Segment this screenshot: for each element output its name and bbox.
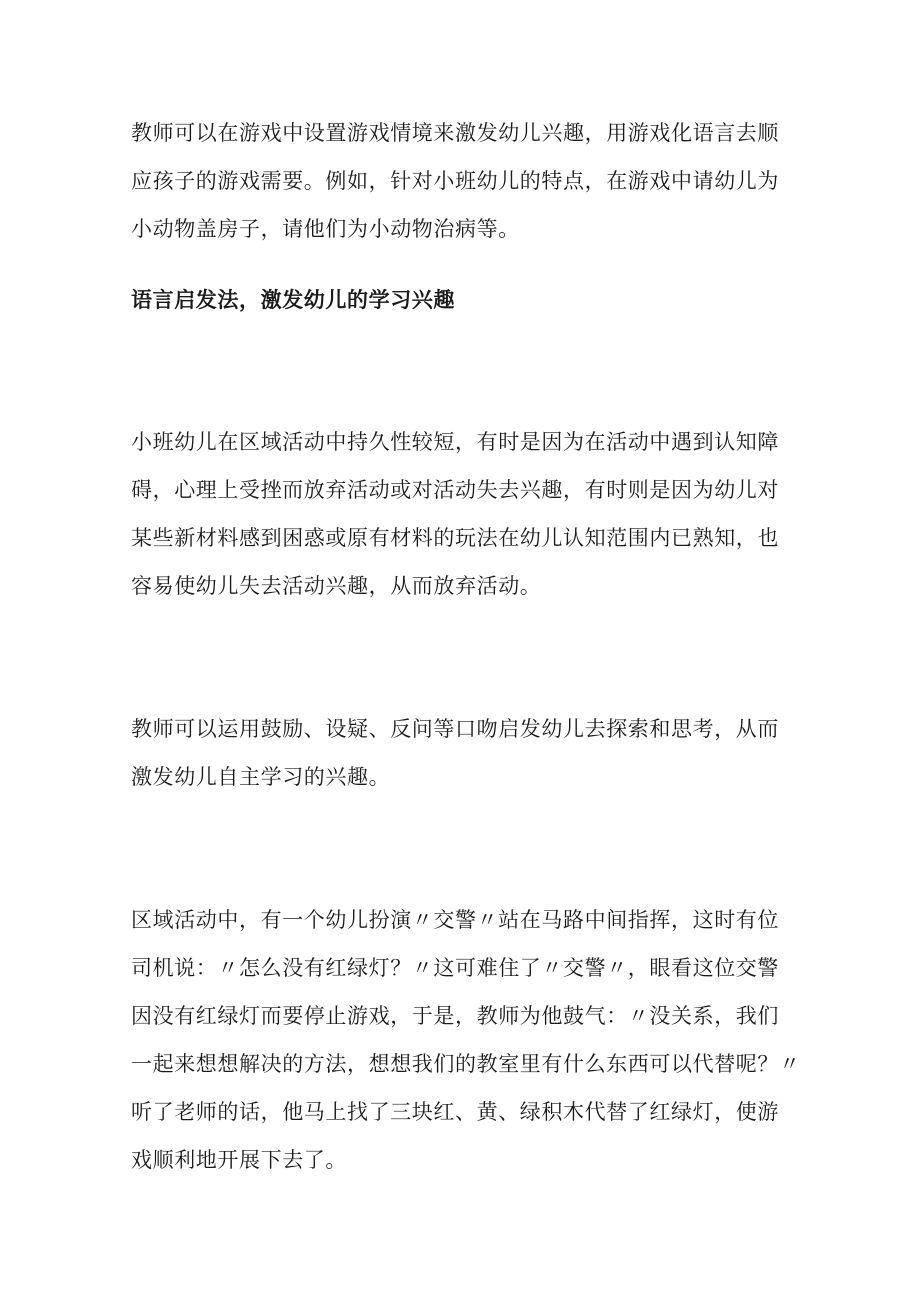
paragraph-line: 区域活动中，有一个幼儿扮演〃交警〃站在马路中间指挥，这时有位: [131, 908, 779, 932]
paragraph-line: 一起来想想解决的方法，想想我们的教室里有什么东西可以代替呢？〃: [131, 1052, 801, 1076]
paragraph-line: 因没有红绿灯而要停止游戏，于是，教师为他鼓气：〃没关系，我们: [131, 1004, 779, 1028]
paragraph-line: 司机说：〃怎么没有红绿灯？〃这可难住了〃交警〃，眼看这位交警: [131, 956, 779, 980]
section-heading: 语言启发法，激发幼儿的学习兴趣: [131, 288, 455, 312]
paragraph-line: 激发幼儿自主学习的兴趣。: [131, 765, 391, 789]
paragraph-line: 戏顺利地开展下去了。: [131, 1148, 347, 1172]
paragraph-line: 小班幼儿在区域活动中持久性较短，有时是因为在活动中遇到认知障: [131, 430, 779, 454]
paragraph-line: 教师可以在游戏中设置游戏情境来激发幼儿兴趣，用游戏化语言去顺: [131, 121, 779, 145]
paragraph-line: 碍，心理上受挫而放弃活动或对活动失去兴趣，有时则是因为幼儿对: [131, 478, 779, 502]
paragraph-line: 教师可以运用鼓励、设疑、反问等口吻启发幼儿去探索和思考，从而: [131, 717, 779, 741]
paragraph-line: 容易使幼儿失去活动兴趣，从而放弃活动。: [131, 574, 542, 598]
paragraph-line: 小动物盖房子，请他们为小动物治病等。: [131, 217, 520, 241]
paragraph-line: 应孩子的游戏需要。例如，针对小班幼儿的特点，在游戏中请幼儿为: [131, 169, 779, 193]
paragraph-line: 某些新材料感到困惑或原有材料的玩法在幼儿认知范围内已熟知，也: [131, 526, 779, 550]
paragraph-line: 听了老师的话，他马上找了三块红、黄、绿积木代替了红绿灯，使游: [131, 1100, 779, 1124]
